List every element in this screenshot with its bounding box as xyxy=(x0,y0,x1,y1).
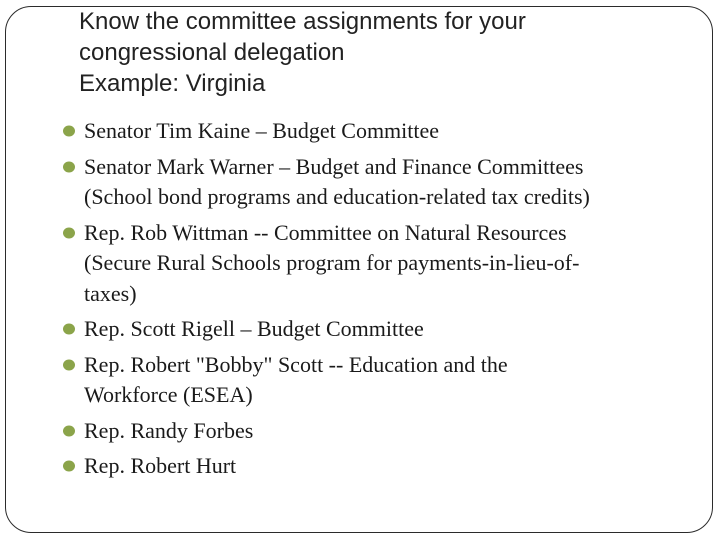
bullet-line: (School bond programs and education-related tax credits) xyxy=(84,184,590,209)
bullet-dot-icon xyxy=(62,459,76,473)
bullet-text xyxy=(84,451,680,482)
bullet-dot-icon xyxy=(62,226,76,240)
bullet-line: Rep. Robert Hurt xyxy=(84,453,237,478)
bullet-item-kaine xyxy=(20,116,680,147)
bullet-dot-icon xyxy=(62,424,76,438)
bullet-text xyxy=(84,350,680,411)
bullet-dot-icon xyxy=(62,124,76,138)
bullet-line: Senator Tim Kaine – Budget Committee xyxy=(84,118,440,143)
bullet-item-warner xyxy=(20,152,680,213)
bullet-dot-icon xyxy=(62,358,76,372)
bullet-text xyxy=(84,416,680,447)
bullet-text xyxy=(84,218,680,310)
title-line-2: congressional delegation xyxy=(79,39,345,66)
bullet-line: taxes) xyxy=(84,280,137,306)
bullet-line: Rep. Rob Wittman -- Committee on Natural Resources xyxy=(84,219,567,245)
slide-title xyxy=(79,6,699,99)
bullet-item-rigell xyxy=(20,314,680,345)
delegation-bullet-list xyxy=(20,116,680,487)
bullet-text xyxy=(84,116,680,147)
bullet-item-scott xyxy=(20,350,680,411)
bullet-line: Rep. Scott Rigell – Budget Committee xyxy=(84,316,424,341)
bullet-line: (Secure Rural Schools program for payments-in-lieu-of- xyxy=(84,250,580,275)
bullet-dot-icon xyxy=(62,322,76,336)
bullet-item-hurt xyxy=(20,451,680,482)
bullet-text xyxy=(84,152,680,213)
bullet-text xyxy=(84,314,680,345)
bullet-item-wittman xyxy=(20,218,680,310)
title-line-1: Know the committee assignments for your xyxy=(79,8,526,35)
bullet-line: Rep. Randy Forbes xyxy=(84,417,254,443)
bullet-line: Workforce (ESEA) xyxy=(84,382,253,407)
title-line-3: Example: Virginia xyxy=(79,70,266,97)
bullet-line: Senator Mark Warner – Budget and Finance Committees xyxy=(84,153,584,179)
bullet-item-forbes xyxy=(20,416,680,447)
bullet-dot-icon xyxy=(62,160,76,174)
bullet-line: Rep. Robert "Bobby" Scott -- Education and the xyxy=(84,351,508,377)
